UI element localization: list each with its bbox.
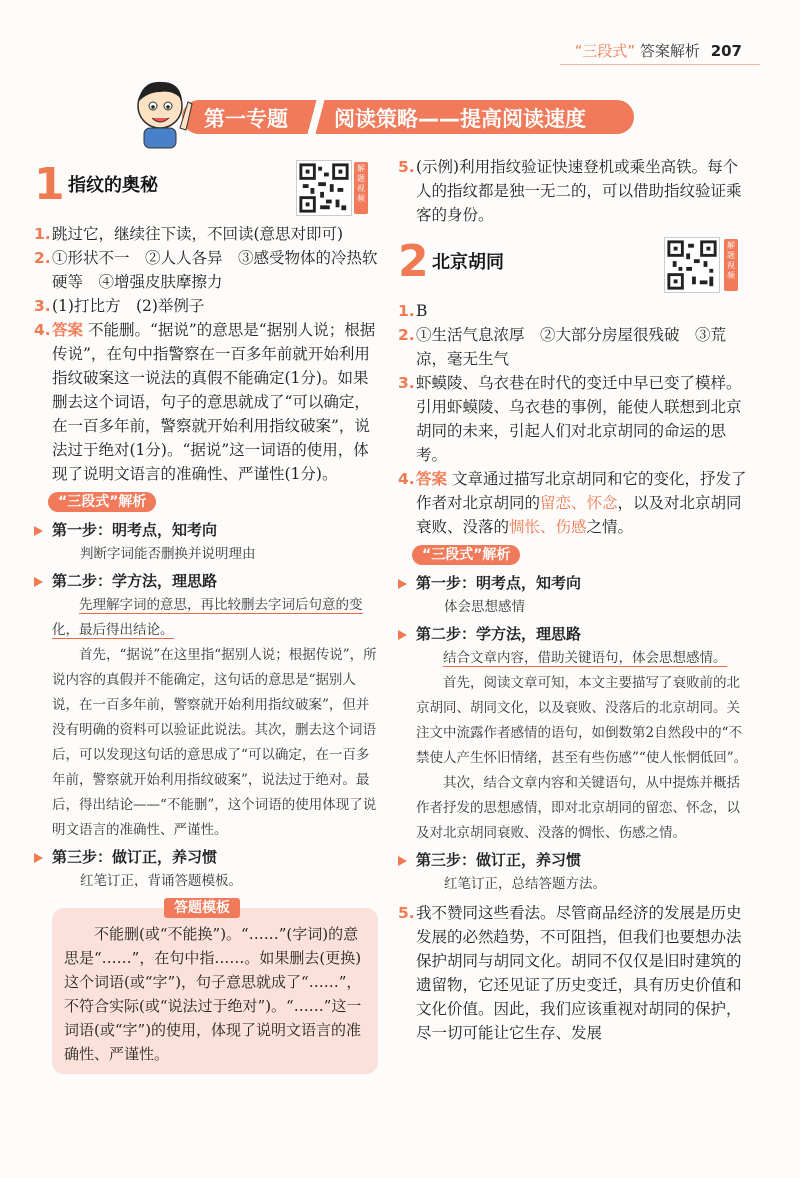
step-1-title: 第一步：明考点，知考向 — [398, 571, 748, 595]
template-text: 不能删(或“不能换”)。“……”(字词)的意思是“……”，在句中指……。如果删去(更换)这个词语(或“字”)，句子意思就成了“……”，不符合实际(或“说法过于绝对”)。“……”这一词语(或“字”)的使用，体现了说明文语言的准确性、严谨性。 — [52, 908, 378, 1074]
qr-video-tag: 解题视频 — [724, 239, 738, 291]
step-2-paragraph-1: 首先，阅读文章可知，本文主要描写了衰败前的北京胡同、胡同文化，以及衰败、没落后的北京胡同。关注文中流露作者感情的语句，如倒数第2自然段中的“不禁使人产生怀旧情绪，甚至有些伤感”“使人怅惘低回”。 — [416, 675, 748, 766]
step-2-paragraph-2: 其次，结合文章内容和关键语句，从中提炼并概括作者抒发的思想感情，即对北京胡同的留恋、怀念，以及对北京胡同衰败、没落的惆怅、伤感之情。 — [416, 775, 740, 841]
step-1-title: 第一步：明考点，知考向 — [34, 518, 378, 542]
step-1-text: 判断字词能否删换并说明理由 — [80, 546, 256, 562]
answer-2: 2. ①生活气息浓厚 ②大部分房屋很残破 ③荒凉，毫无生气 — [398, 326, 727, 368]
answer-5: 5. 我不赞同这些看法。尽管商品经济的发展是历史发展的必然趋势，不可阻挡，但我们也要想办法保护胡同与胡同文化。胡同不仅仅是旧时建筑的遗留物，它还见证了历史变迁，具有历史价值和文化价值。因此，我们应该重视对胡同的保护，尽一切可能让它生存、发展 — [398, 904, 742, 1042]
topic-banner — [182, 100, 634, 134]
step-3-title: 第三步：做订正，养习惯 — [34, 845, 378, 869]
step-3-text: 红笔订正，背诵答题模板。 — [80, 873, 242, 889]
template-label: 答题模板 — [164, 898, 240, 918]
answer-3: 3. 虾蟆陵、乌衣巷在时代的变迁中早已变了模样。引用虾蟆陵、乌衣巷的事例，能使人联想到北京胡同的未来，引起人们对北京胡同的命运的思考。 — [398, 374, 742, 464]
answer-4: 4. 答案 文章通过描写北京胡同和它的变化，抒发了作者对北京胡同的留恋、怀念，以及对北京胡同衰败、没落的惆怅、伤感之情。 — [398, 470, 747, 536]
header-brand: “三段式” — [574, 42, 636, 60]
highlight-emotion: 惆怅、伤感 — [509, 518, 587, 536]
section-title: 北京胡同 — [432, 252, 504, 273]
answer-2: 2. ①形状不一 ②人人各异 ③感受物体的冷热软硬等 ④增强皮肤摩擦力 — [34, 249, 378, 291]
answer-keyword: 答案 — [416, 470, 448, 488]
section-title: 指纹的奥秘 — [68, 175, 158, 196]
answer-keyword: 答案 — [52, 321, 84, 339]
qr-code-icon[interactable] — [664, 237, 720, 293]
left-column — [34, 160, 378, 1074]
banner-title: 阅读策略——提高阅读速度 — [334, 107, 586, 131]
section-1-answer-5: 5. (示例)利用指纹验证快速登机或乘坐高铁。每个人的指纹都是独一无二的，可以借助指纹验证乘客的身份。 — [398, 158, 742, 224]
step-2-paragraph: 首先，“据说”在这里指“据别人说；根据传说”，所说内容的真假并不能确定，这句话的意思是“据别人说，在一百多年前，警察就开始利用指纹破案”，但并没有明确的资料可以验证此说法。其次，删去这个词语后，可以发现这句话的意思成了“可以确定，在一百多年前，警察就开始利用指纹破案”，说法过于绝对。最后，得出结论——“不能删”，这个词语的使用体现了说明文语言的准确性、严谨性。 — [52, 647, 377, 838]
step-2-title: 第二步：学方法，理思路 — [34, 569, 378, 593]
qr-code-icon[interactable] — [296, 160, 352, 216]
answer-1: 1. 跳过它，继续往下读，不回读(意思对即可) — [34, 225, 344, 243]
mascot-icon — [128, 72, 198, 152]
analysis-label: “三段式”解析 — [412, 545, 520, 565]
step-2-method: 结合文章内容，借助关键语句，体会思想感情。 — [443, 650, 727, 666]
step-3-title: 第三步：做订正，养习惯 — [398, 848, 748, 872]
right-column — [398, 155, 748, 1045]
answer-3: 3. (1)打比方 (2)举例子 — [34, 297, 205, 315]
qr-video-tag: 解题视频 — [354, 162, 368, 214]
analysis-label: “三段式”解析 — [48, 492, 156, 512]
page-number: 207 — [710, 42, 742, 60]
answer-4: 4. 答案 不能删。“据说”的意思是“据别人说；根据传说”，在句中指警察在一百多年前就开始利用指纹破案这一说法的真假不能确定(1分)。如果删去这个词语，句子的意思就成了“可以确定，在一百多年前，警察就开始利用指纹破案”，说法过于绝对(1分)。“据说”这一词语的使用，体现了说明文语言的准确性、严谨性(1分)。 — [34, 321, 376, 483]
section-number: 1 — [34, 159, 65, 210]
header-rule — [560, 64, 760, 65]
step-2-method: 先理解字词的意思，再比较删去字词后句意的变化，最后得出结论。 — [52, 597, 363, 638]
highlight-emotion: 留恋、怀念 — [540, 494, 618, 512]
section-1-header — [34, 160, 378, 222]
page-header — [575, 40, 742, 61]
banner-topic: 第一专题 — [204, 107, 288, 131]
banner-separator — [307, 100, 324, 134]
step-3-text: 红笔订正，总结答题方法。 — [444, 876, 606, 892]
answer-1: 1. B — [398, 302, 428, 320]
section-number: 2 — [398, 236, 429, 287]
step-2-title: 第二步：学方法，理思路 — [398, 622, 748, 646]
step-1-text: 体会思想感情 — [444, 599, 525, 615]
header-label: 答案解析 — [639, 42, 700, 60]
section-2-header — [398, 237, 748, 299]
answer-template — [52, 900, 378, 1074]
